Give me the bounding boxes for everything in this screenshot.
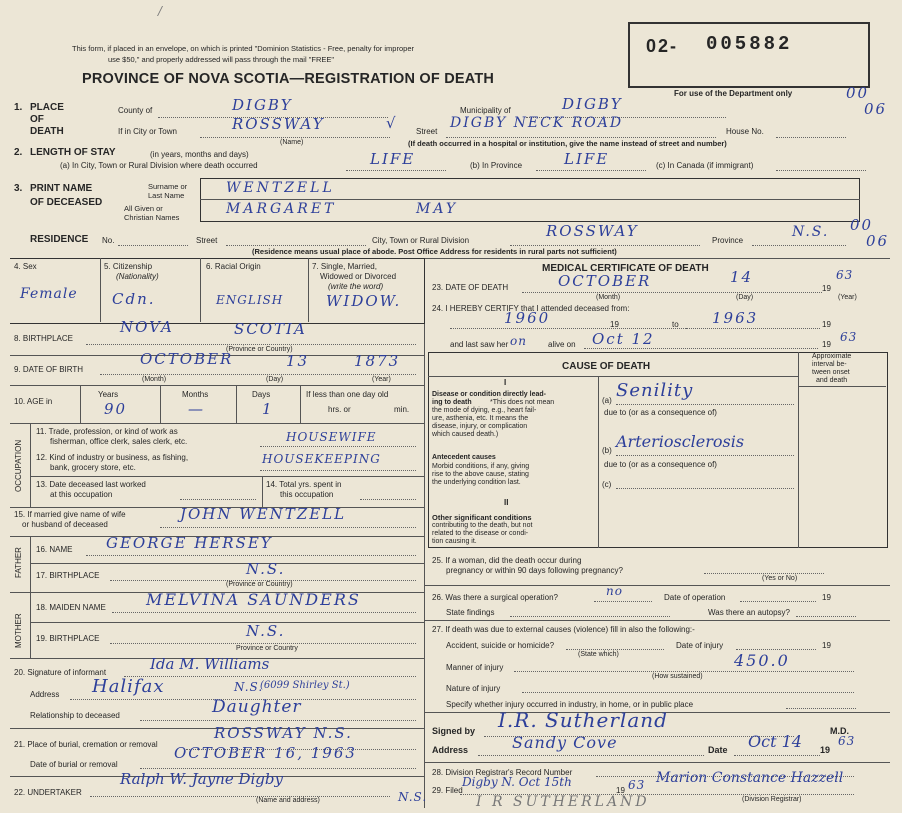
industry-value: HOUSEKEEPING [262,452,381,466]
interval-label-4: and death [816,377,848,384]
cause-a-value: Senility [616,380,694,401]
antecedent-label-2: Morbid conditions, if any, giving [432,463,530,470]
signature-address-value: Sandy Cove [512,733,618,752]
other-label-2: contributing to the death, but not [432,522,533,529]
signature-year-prefix: 19 [820,745,831,755]
given-label-1: All Given or [124,204,163,213]
marital-value: WIDOW. [326,292,402,310]
relationship-label: Relationship to deceased [30,711,120,720]
municipality-label: Municipality of [460,106,511,115]
trade-value: HOUSEWIFE [286,430,377,444]
mother-birthplace-label: 19. BIRTHPLACE [36,634,100,643]
dob-month-note: (Month) [142,376,167,383]
municipality-value: DIGBY [562,95,623,113]
residence-number-label: No. [102,236,115,245]
registrar-signature: Marion Constance Hazzell [656,770,844,786]
mail-note-2: use $50," and properly addressed will pass through the mail "FREE" [108,55,335,64]
city-label: If in City or Town [118,127,177,136]
age-less-label-2: hrs. or [328,405,351,414]
filed-label: 29. Filed [432,786,463,795]
occupation-side-label: OCCUPATION [14,439,23,492]
last-saw-label: and last saw her [450,340,509,349]
mail-note-1: This form, if placed in an envelope, on which is printed "Dominion Statistics - Free, penalty for improper [72,44,414,53]
filed-date: Digby N. Oct 15th [462,775,572,789]
father-name-label: 16. NAME [36,545,73,554]
disease-label-4: the mode of dying, e.g., heart fail- [432,407,537,414]
antecedent-label-4: the underlying condition last. [432,479,521,486]
age-months-label: Months [182,390,209,399]
attend-label: 24. I HEREBY CERTIFY that I attended deceased from: [432,304,630,313]
death-day: 14 [730,268,754,286]
undertaker-label: 22. UNDERTAKER [14,788,82,797]
md-label: M.D. [830,726,849,736]
age-less-label-3: min. [394,405,410,414]
dob-year: 1873 [354,352,401,370]
interval-label-1: Approximate [812,353,852,360]
disease-label-2: ing to death [432,399,472,406]
medical-title: MEDICAL CERTIFICATE OF DEATH [542,263,709,274]
citizenship-value: Cdn. [112,290,156,308]
other-label-1: Other significant conditions [432,513,532,522]
interval-label-2: interval be- [812,361,847,368]
department-code-3: 00 [850,216,874,234]
informant-address-3: (6099 Shirley St.) [260,680,350,691]
due-to-1: due to (or as a consequence of) [604,408,717,417]
residence-note: (Residence means usual place of abode. Post Office Address for residents in rural parts not sufficient) [252,247,617,256]
father-birthplace-label: 17. BIRTHPLACE [36,571,100,580]
street-label: Street [416,127,438,136]
last-saw-year-prefix: 19 [822,340,831,349]
racial-origin-value: ENGLISH [216,293,284,307]
total-years-label-2: this occupation [280,490,334,499]
undertaker-name-2: N.S. [398,790,428,804]
cause-b-label: (b) [602,446,612,455]
pregnancy-label-1: 25. If a woman, did the death occur during [432,556,582,565]
mother-birthplace-note: Province or Country [236,645,298,652]
stay-units: (in years, months and days) [150,150,249,159]
age-years-label: Years [98,390,119,399]
section-1-label: I [504,378,507,387]
residence-province-label: Province [712,236,744,245]
department-code-4: 06 [866,232,890,250]
death-day-note: (Day) [736,294,754,301]
injury-19: 19 [822,641,831,650]
street-value: DIGBY NECK ROAD [450,115,624,131]
disease-label-1: Disease or condition directly lead- [432,391,546,398]
death-date-label: 23. DATE OF DEATH [432,283,509,292]
father-birthplace-value: N.S. [246,560,286,578]
registration-number: 005882 [706,33,793,55]
signed-by-value: I.R. Sutherland [498,708,668,732]
cause-a-label: (a) [602,396,612,405]
birthplace-value-2: SCOTIA [234,320,307,338]
spouse-label-2: or husband of deceased [22,520,108,529]
antecedent-label-3: rise to the above cause, stating [432,471,529,478]
undertaker-name: Ralph W. Jayne Digby [120,770,283,788]
state-which-note: (State which) [578,651,619,658]
how-sustained-note: (How sustained) [652,673,703,680]
stay-city-value: LIFE [370,150,416,168]
disease-label-5: ure, asthenia, etc. It means the [432,415,529,422]
section-2-label: II [504,498,509,507]
spouse-label-1: 15. If married give name of wife [14,510,126,519]
informant-signature-label: 20. Signature of informant [14,668,107,677]
attend-19b: 19 [822,320,831,329]
informant-address-1: Halifax [92,676,165,697]
mother-side-label: MOTHER [14,613,23,648]
attend-to: 1963 [712,309,759,327]
cause-title: CAUSE OF DEATH [562,361,651,372]
stray-mark: / [158,4,164,18]
filed-19: 19 [616,786,625,795]
stay-province-value: LIFE [564,150,610,168]
hospital-note: (If death occurred in a hospital or institution, give the name instead of street and number) [408,139,727,148]
trade-label-2: fisherman, office clerk, sales clerk, etc. [50,437,188,446]
age-months-value: — [188,400,205,418]
burial-place-label: 21. Place of burial, cremation or removal [14,740,158,749]
place-label-2: OF [30,114,44,125]
antecedent-label-1: Antecedent causes [432,454,496,461]
informant-signature: Ida M. Williams [150,655,270,673]
external-label: 27. If death was due to external causes (violence) fill in also the following:- [432,625,695,634]
department-code-1: 00 [846,84,870,102]
name-label-1: PRINT NAME [30,183,93,194]
alive-on-label: alive on [548,340,576,349]
last-saw-year: 63 [840,330,858,344]
marital-label-3: (write the word) [328,282,384,291]
disease-label-3: *This does not mean [490,399,555,406]
accident-label: Accident, suicide or homicide? [446,641,555,650]
citizenship-label-2: (Nationality) [116,272,159,281]
department-code-2: 06 [864,100,888,118]
disease-label-7: which caused death.) [432,431,499,438]
stay-canada-label: (c) In Canada (if immigrant) [656,161,754,170]
residence-province-value: N.S. [792,224,830,240]
yes-no-note: (Yes or No) [762,575,798,582]
spouse-value: JOHN WENTZELL [180,505,347,523]
place-label-3: DEATH [30,126,64,137]
birthplace-label: 8. BIRTHPLACE [14,334,73,343]
dob-label: 9. DATE OF BIRTH [14,365,84,374]
citizenship-label-1: 5. Citizenship [104,262,153,271]
death-month: OCTOBER [558,272,652,290]
death-month-note: (Month) [596,294,621,301]
injury-date-label: Date of injury [676,641,724,650]
trade-label-1: 11. Trade, profession, or kind of work as [36,427,178,436]
attend-19a: 19 [610,320,619,329]
last-worked-label-2: at this occupation [50,490,113,499]
death-year-note: (Year) [838,294,857,301]
age-label: 10. AGE in [14,397,53,406]
stay-label: LENGTH OF STAY [30,147,116,158]
total-years-label-1: 14. Total yrs. spent in [266,480,342,489]
last-saw-date: Oct 12 [592,330,655,348]
place-label-1: PLACE [30,102,64,113]
filed-year: 63 [628,778,646,792]
residence-division-value: ROSSWAY [546,222,639,240]
relationship-value: Daughter [212,697,302,717]
birthplace-value-1: NOVA [120,318,174,336]
icd-code: 450.0 [734,651,790,670]
given-label-2: Christian Names [124,213,180,222]
department-use-label: For use of the Department only [674,89,793,98]
pregnancy-label-2: pregnancy or within 90 days following pregnancy? [446,566,623,575]
stay-city-label: (a) In City, Town or Rural Division where death occurred [60,161,258,170]
attend-from: 1960 [504,309,551,327]
age-days-value: 1 [262,400,274,418]
city-name-note: (Name) [280,139,304,146]
dob-month: OCTOBER [140,350,234,368]
due-to-2: due to (or as a consequence of) [604,460,717,469]
city-value: ROSSWAY [232,115,325,133]
dob-day: 13 [286,352,310,370]
operation-19: 19 [822,593,831,602]
residence-division-label: City, Town or Rural Division [372,236,470,245]
birthplace-note: (Province or Country) [226,346,293,353]
burial-date-value: OCTOBER 16, 1963 [174,744,357,762]
manner-label: Manner of injury [446,663,504,672]
dob-day-note: (Day) [266,376,284,383]
interval-label-3: tween onset [812,369,850,376]
city-check: √ [386,114,398,132]
industry-label-1: 12. Kind of industry or business, as fishing, [36,453,189,462]
marital-label-1: 7. Single, Married, [312,262,377,271]
cause-c-label: (c) [602,480,612,489]
surgery-answer: no [606,584,623,598]
last-worked-label-1: 13. Date deceased last worked [36,480,146,489]
other-label-3: related to the disease or condi- [432,530,529,537]
death-year-prefix: 19 [822,284,831,293]
age-years-value: 90 [104,400,128,418]
attend-to-label: to [672,320,679,329]
cause-b-value: Arteriosclerosis [616,432,745,451]
industry-place-label: Specify whether injury occurred in industry, in home, or in public place [446,700,694,709]
mother-maiden-label: 18. MAIDEN NAME [36,603,106,612]
signature-date-value: Oct 14 [748,732,802,751]
operation-date-label: Date of operation [664,593,726,602]
signature-date-label: Date [708,745,728,755]
sex-label: 4. Sex [14,262,37,271]
registrar-note: (Division Registrar) [742,796,802,803]
informant-address-2: N.S. [234,680,264,694]
footer-name: I R SUTHERLAND [476,794,650,810]
record-number-label: 28. Division Registrar's Record Number [432,768,573,777]
disease-label-6: disease, injury, or complication [432,423,528,430]
age-days-label: Days [252,390,271,399]
residence-street-label: Street [196,236,218,245]
father-birthplace-note: (Province or Country) [226,581,293,588]
marital-label-2: Widowed or Divorced [320,272,397,281]
industry-label-2: bank, grocery store, etc. [50,463,136,472]
given-name-1: MARGARET [226,201,337,217]
surgery-label: 26. Was there a surgical operation? [432,593,558,602]
burial-place-value: ROSSWAY N.S. [214,724,353,742]
signature-year: 63 [838,734,856,748]
racial-origin-label: 6. Racial Origin [206,262,261,271]
registration-prefix: 02- [646,36,679,56]
father-name-value: GEORGE HERSEY [106,534,273,552]
sex-value: Female [20,286,78,302]
mother-birthplace-value: N.S. [246,622,286,640]
name-number: 3. [14,183,23,194]
undertaker-note: (Name and address) [256,797,320,804]
stay-province-label: (b) In Province [470,161,523,170]
surname-value: WENTZELL [226,180,335,196]
age-less-label-1: If less than one day old [306,390,389,399]
county-value: DIGBY [232,96,293,114]
other-label-4: tion causing it. [432,538,477,545]
autopsy-label: Was there an autopsy? [708,608,790,617]
surname-label-2: Last Name [148,191,185,200]
house-number-label: House No. [726,127,764,136]
last-saw-word: on [510,334,527,348]
given-name-2: MAY [416,201,459,217]
findings-label: State findings [446,608,495,617]
death-year: 63 [836,268,854,282]
signed-by-label: Signed by [432,726,476,736]
dob-year-note: (Year) [372,376,391,383]
residence-label: RESIDENCE [30,234,89,245]
name-label-2: OF DECEASED [30,197,103,208]
form-title: PROVINCE OF NOVA SCOTIA—REGISTRATION OF DEATH [82,71,495,87]
mother-maiden-value: MELVINA SAUNDERS [146,590,361,609]
nature-label: Nature of injury [446,684,501,693]
stay-number: 2. [14,147,23,158]
place-number: 1. [14,102,23,113]
father-side-label: FATHER [14,547,23,578]
signature-address-label: Address [432,745,469,755]
burial-date-label: Date of burial or removal [30,760,118,769]
county-label: County of [118,106,153,115]
informant-address-label: Address [30,690,60,699]
surname-label-1: Surname or [148,182,188,191]
